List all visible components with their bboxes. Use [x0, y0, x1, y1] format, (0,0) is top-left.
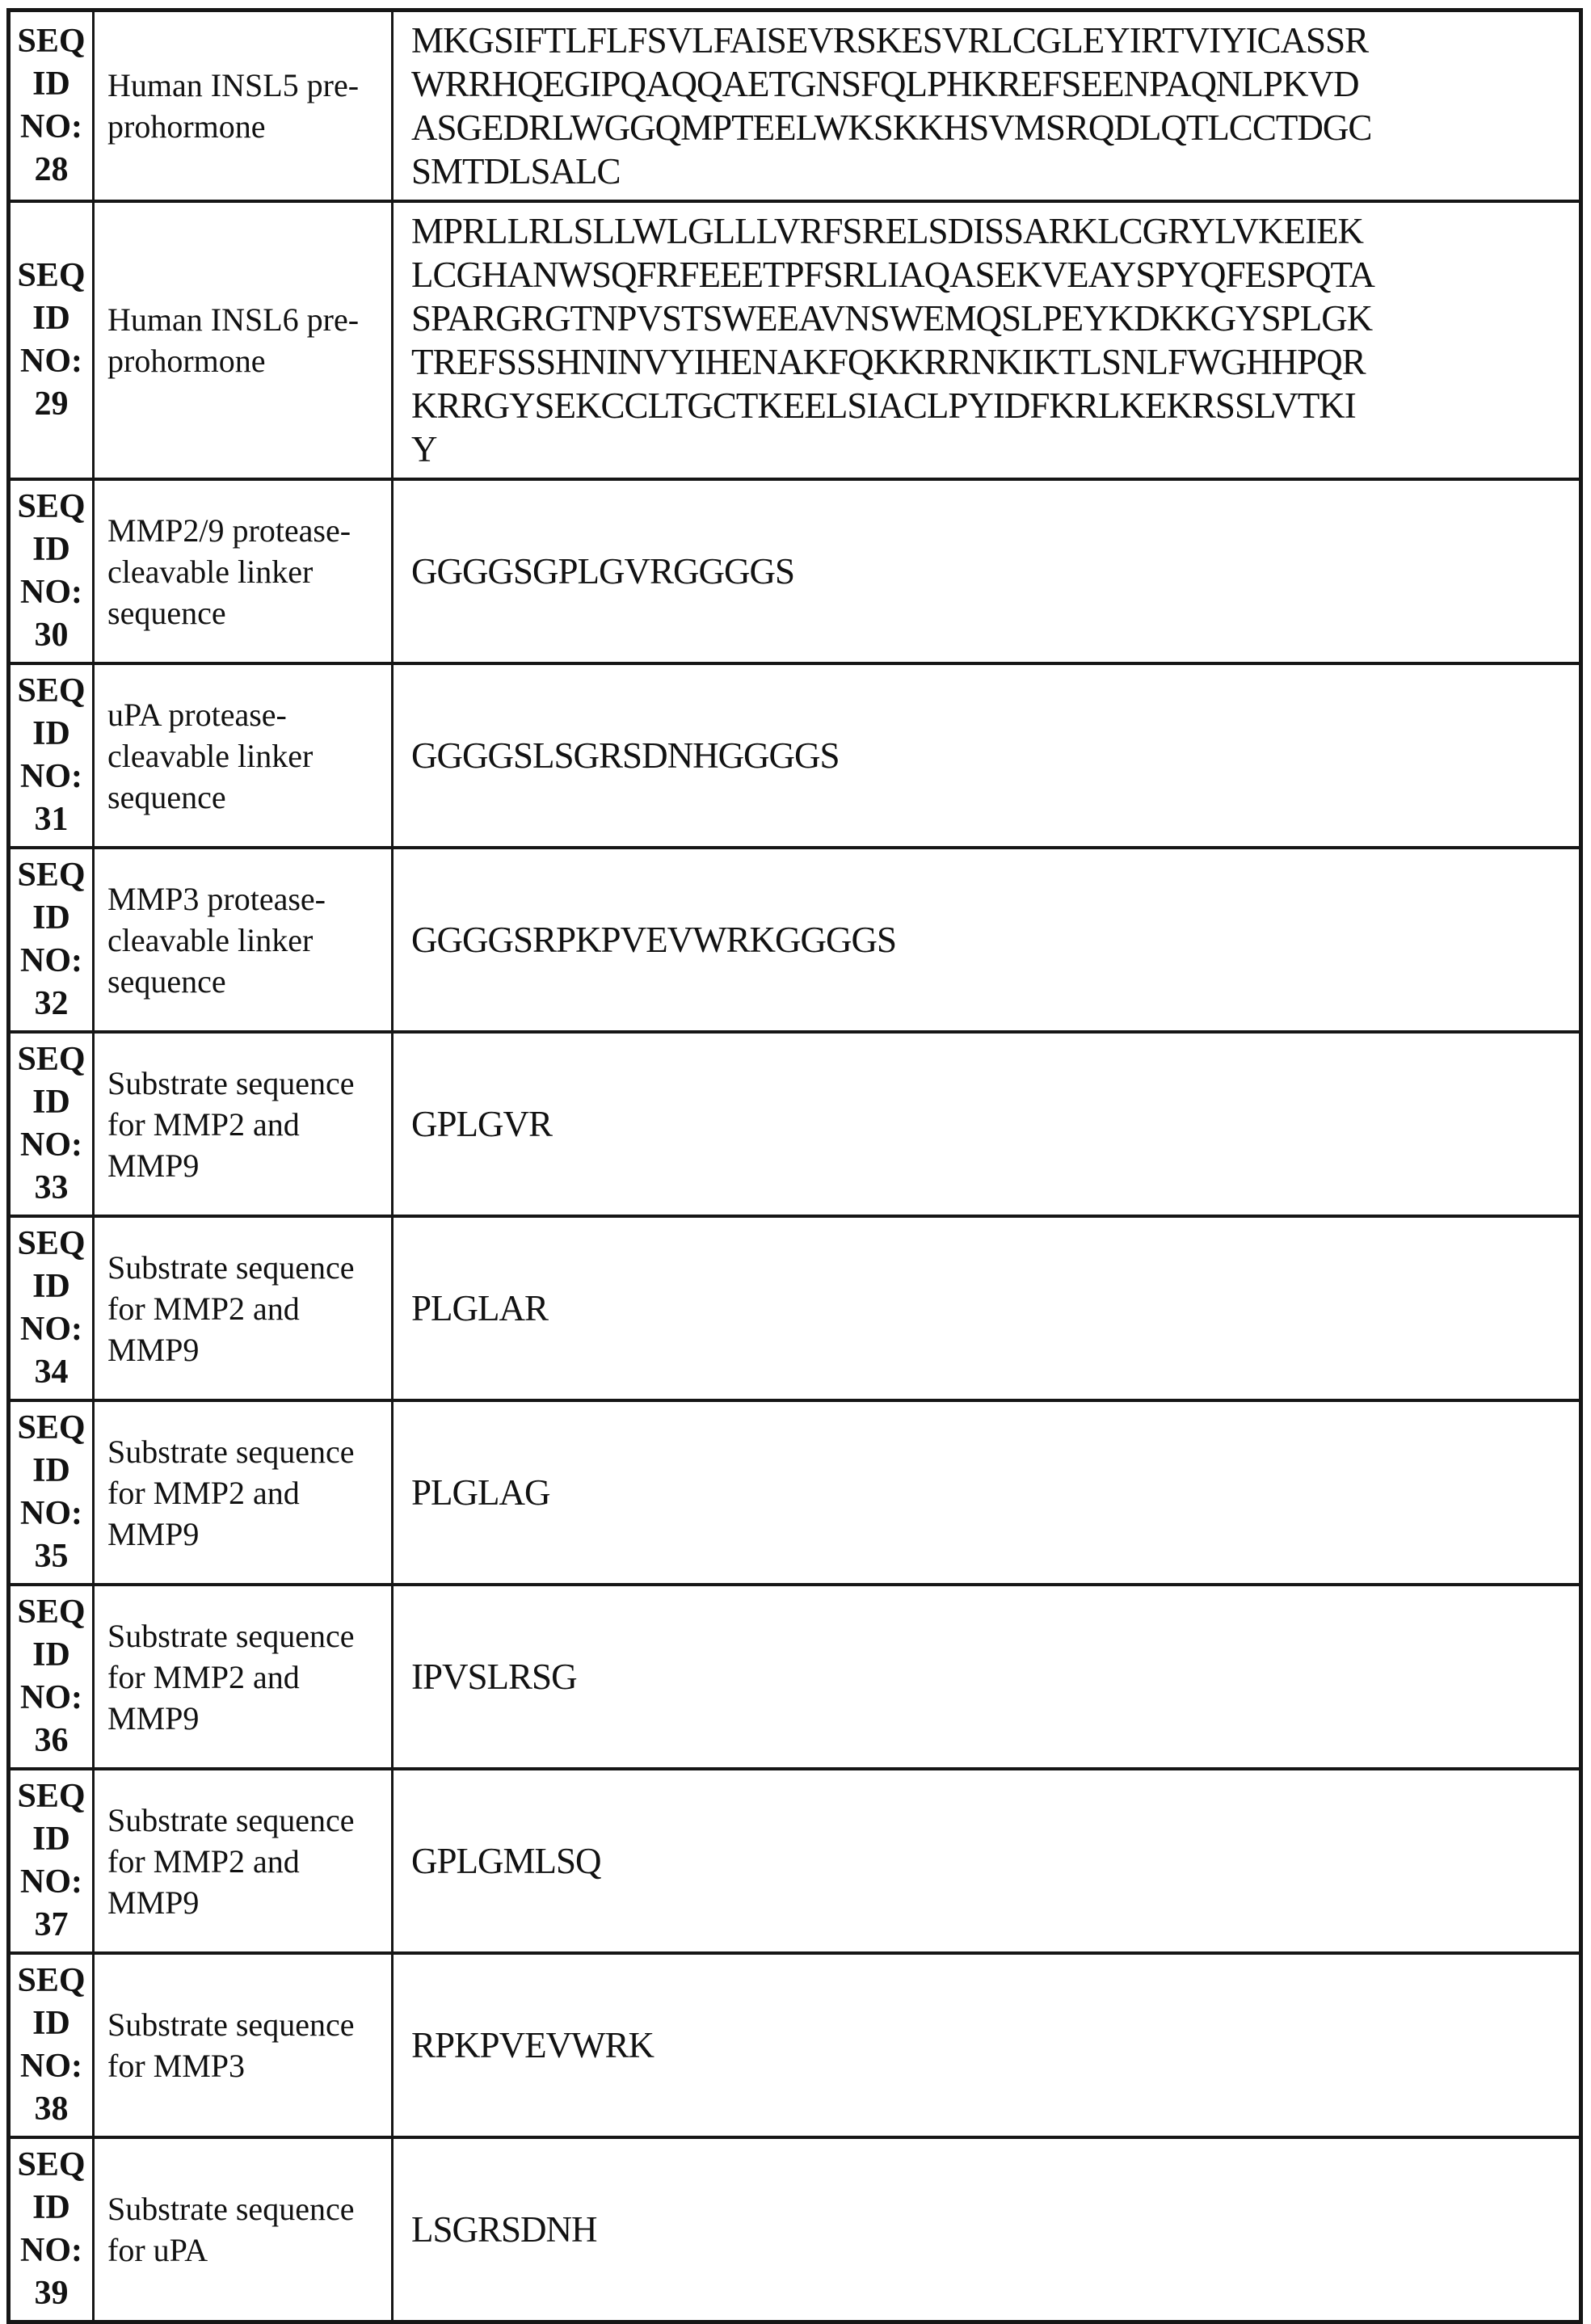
description-cell	[95, 1770, 394, 1951]
sequence-cell: GPLGVR	[411, 1104, 553, 1144]
table-row	[11, 1030, 1579, 1215]
seq-id-cell: SEQ ID NO: 37	[11, 1770, 95, 1951]
description-cell	[95, 1218, 394, 1399]
seq-id-cell: SEQ ID NO: 30	[11, 481, 95, 662]
seq-id-cell: SEQ ID NO: 28	[11, 12, 95, 200]
description-cell	[95, 849, 394, 1030]
description-cell	[95, 665, 394, 846]
seq-id-cell: SEQ ID NO: 36	[11, 1586, 95, 1767]
description-text: uPA protease-cleavable linker sequence	[107, 696, 314, 815]
description-text: Human INSL6 pre-prohormone	[107, 301, 360, 379]
seq-id-cell: SEQ ID NO: 29	[11, 203, 95, 478]
seq-id-cell: SEQ ID NO: 31	[11, 665, 95, 846]
sequence-cell: IPVSLRSG	[411, 1657, 577, 1697]
description-cell	[95, 203, 394, 478]
sequence-cell: LSGRSDNH	[411, 2209, 597, 2250]
table-row	[11, 478, 1579, 662]
table-row	[11, 1583, 1579, 1767]
description-text: Substrate sequence for MMP2 and MMP9	[107, 1248, 355, 1368]
description-cell	[95, 1955, 394, 2136]
sequence-cell: GGGGSLSGRSDNHGGGGS	[411, 735, 840, 776]
table-row	[11, 662, 1579, 846]
description-text: MMP3 protease-cleavable linker sequence	[107, 880, 326, 1000]
seq-id-cell: SEQ ID NO: 39	[11, 2139, 95, 2320]
description-cell	[95, 2139, 394, 2320]
description-text: Substrate sequence for uPA	[107, 2191, 355, 2268]
sequence-cell: PLGLAR	[411, 1288, 549, 1328]
table-row	[11, 12, 1579, 200]
seq-id-cell: SEQ ID NO: 34	[11, 1218, 95, 1399]
table-row	[11, 1399, 1579, 1583]
sequence-listing-table	[6, 8, 1583, 2324]
description-cell	[95, 1402, 394, 1583]
table-row	[11, 1767, 1579, 1951]
table-row	[11, 846, 1579, 1030]
sequence-cell: PLGLAG	[411, 1472, 550, 1513]
description-cell	[95, 12, 394, 200]
sequence-cell: GPLGMLSQ	[411, 1841, 601, 1881]
description-text: Substrate sequence for MMP2 and MMP9	[107, 1617, 355, 1737]
sequence-cell: GGGGSRPKPVEVWRKGGGGS	[411, 920, 897, 960]
sequence-cell: GGGGSGPLGVRGGGGS	[411, 551, 795, 592]
table-row	[11, 1215, 1579, 1399]
description-text: Substrate sequence for MMP2 and MMP9	[107, 1064, 355, 1184]
description-text: Substrate sequence for MMP2 and MMP9	[107, 1801, 355, 1921]
sequence-cell: RPKPVEVWRK	[411, 2025, 654, 2065]
description-text: Substrate sequence for MMP2 and MMP9	[107, 1433, 355, 1552]
description-text: Human INSL5 pre-prohormone	[107, 67, 360, 145]
description-cell	[95, 1034, 394, 1215]
seq-id-cell: SEQ ID NO: 35	[11, 1402, 95, 1583]
sequence-cell: MPRLLRLSLLWLGLLLVRFSRELSDISSARKLCGRYLVKEIEK LCGHANWSQFRFEEETPFSRLIAQASEKVEAYSPYQFESPQTA SPARGRGTNPVSTSWEEAVNSWEMQSLPEYKDKKGYSPLGK TREFSSSHNINVYIHENAKFQKKRRNKIKTLSNLFWGHHPQR KRRGYSEKCCLTGCTKEELSIACLPYIDFKRLKEKRSSLVTKI Y	[411, 211, 1374, 469]
seq-id-cell: SEQ ID NO: 33	[11, 1034, 95, 1215]
seq-id-cell: SEQ ID NO: 32	[11, 849, 95, 1030]
sequence-cell: MKGSIFTLFLFSVLFAISEVRSKESVRLCGLEYIRTVIYICASSR WRRHQEGIPQAQQAETGNSFQLPHKREFSEENPAQNLPKVD ASGEDRLWGGQMPTEELWKSKKHSVMSRQDLQTLCCTDGC SMTDLSALC	[411, 20, 1372, 192]
seq-id-cell: SEQ ID NO: 38	[11, 1955, 95, 2136]
table-row	[11, 2136, 1579, 2320]
description-text: MMP2/9 protease-cleavable linker sequence	[107, 512, 351, 631]
description-cell	[95, 1586, 394, 1767]
description-text: Substrate sequence for MMP3	[107, 2006, 355, 2084]
table-row	[11, 1951, 1579, 2136]
description-cell	[95, 481, 394, 662]
table-row	[11, 200, 1579, 478]
